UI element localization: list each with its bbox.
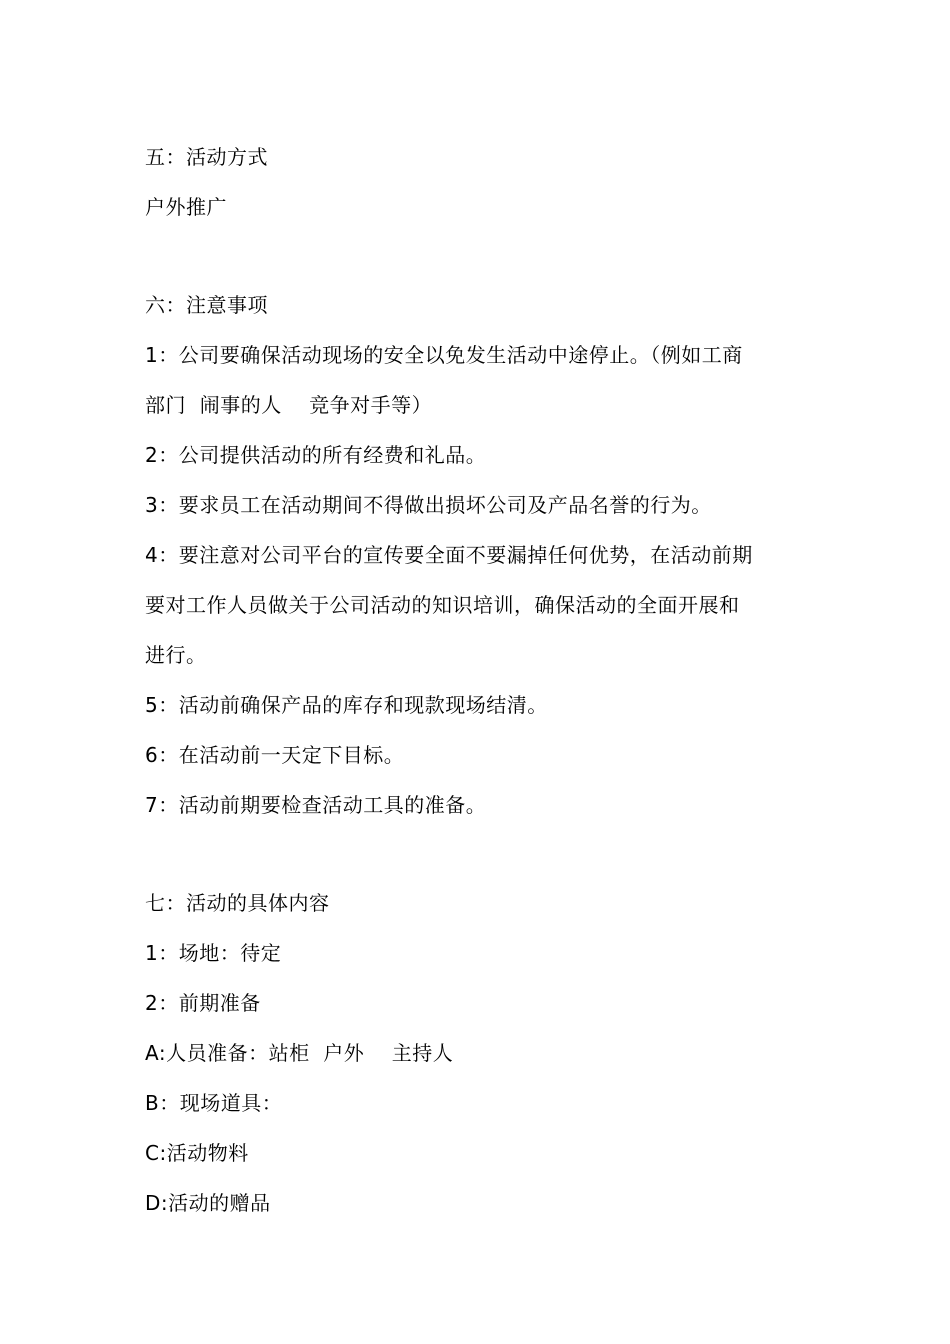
section-6-line: 3：要求员工在活动期间不得做出损坏公司及产品名誉的行为。	[145, 493, 712, 517]
section-6-line: 6：在活动前一天定下目标。	[145, 743, 405, 767]
section-6-line: 要对工作人员做关于公司活动的知识培训，确保活动的全面开展和	[145, 593, 740, 617]
section-7-line: C:活动物料	[145, 1141, 249, 1165]
section-7-line: A:人员准备：站柜 户外 主持人	[145, 1041, 454, 1065]
section-7-line: D:活动的赠品	[145, 1191, 271, 1215]
section-7-line: 2：前期准备	[145, 991, 261, 1015]
section-6-line: 7：活动前期要检查活动工具的准备。	[145, 793, 487, 817]
section-7-heading: 七：活动的具体内容	[145, 891, 330, 915]
section-6-heading: 六：注意事项	[145, 293, 268, 317]
section-6-line: 1：公司要确保活动现场的安全以免发生活动中途停止。（例如工商	[145, 343, 743, 367]
section-6-line: 进行。	[145, 643, 207, 667]
section-7-line: B：现场道具：	[145, 1091, 283, 1115]
section-6-line: 5：活动前确保产品的库存和现款现场结清。	[145, 693, 548, 717]
section-7-line: 1：场地：待定	[145, 941, 282, 965]
section-6-line: 部门 闹事的人 竞争对手等）	[145, 393, 433, 417]
paragraph-gap	[145, 830, 810, 878]
section-6-line: 4：要注意对公司平台的宣传要全面不要漏掉任何优势，在活动前期	[145, 543, 753, 567]
paragraph-gap	[145, 232, 810, 280]
section-6-line: 2：公司提供活动的所有经费和礼品。	[145, 443, 487, 467]
section-5-heading: 五：活动方式	[145, 145, 268, 169]
document-body	[145, 132, 810, 1228]
section-5-line: 户外推广	[145, 195, 227, 219]
